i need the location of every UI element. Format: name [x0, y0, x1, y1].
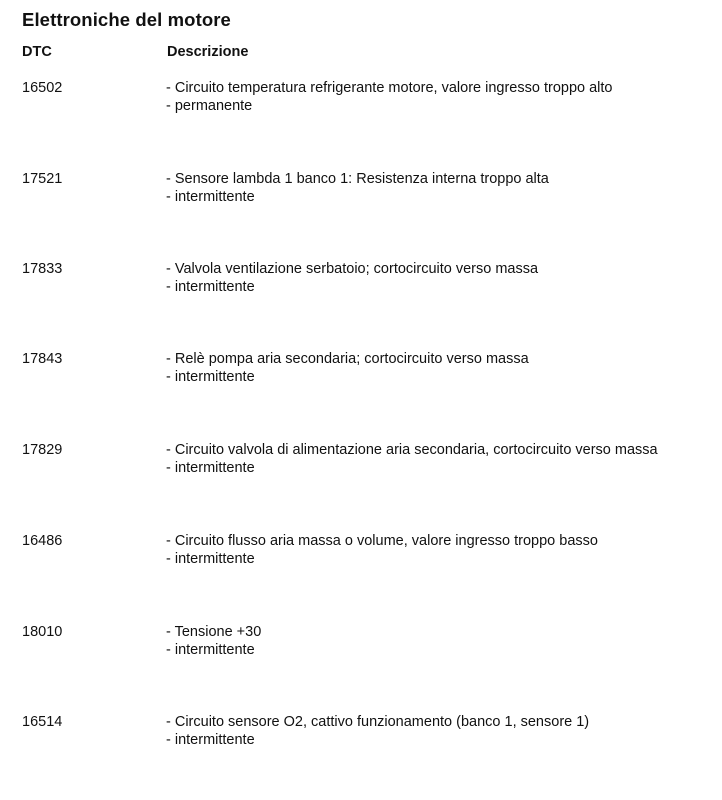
- dtc-row: [0, 170, 722, 210]
- column-header-description: Descrizione: [167, 44, 249, 60]
- dtc-description-line: - Relè pompa aria secondaria; cortocircuito verso massa: [166, 351, 529, 367]
- dtc-description: [166, 441, 658, 477]
- dtc-description: [166, 623, 261, 659]
- dtc-code: 17829: [22, 442, 63, 458]
- dtc-status: - intermittente: [166, 279, 255, 295]
- column-header-dtc: DTC: [22, 44, 52, 60]
- dtc-row: [0, 441, 722, 481]
- dtc-description: [166, 260, 538, 296]
- dtc-status: - intermittente: [166, 551, 255, 567]
- dtc-description: [166, 170, 549, 206]
- dtc-status: - intermittente: [166, 369, 255, 385]
- dtc-row: [0, 260, 722, 300]
- dtc-row: [0, 623, 722, 663]
- dtc-description-line: - Sensore lambda 1 banco 1: Resistenza interna troppo alta: [166, 171, 549, 187]
- dtc-row: [0, 713, 722, 753]
- dtc-description-line: - Circuito temperatura refrigerante motore, valore ingresso troppo alto: [166, 80, 613, 96]
- dtc-status: - intermittente: [166, 642, 255, 658]
- section-title: Elettroniche del motore: [22, 9, 231, 30]
- dtc-status: - intermittente: [166, 460, 255, 476]
- dtc-description: [166, 713, 589, 749]
- dtc-code: 16486: [22, 533, 63, 549]
- dtc-description: [166, 79, 612, 115]
- dtc-row: [0, 79, 722, 119]
- dtc-code: 16502: [22, 80, 63, 96]
- dtc-status: - intermittente: [166, 189, 255, 205]
- dtc-status: - permanente: [166, 98, 253, 114]
- dtc-description-line: - Tensione +30: [166, 624, 262, 640]
- dtc-description: [166, 350, 529, 386]
- dtc-code: 17843: [22, 351, 63, 367]
- dtc-row: [0, 532, 722, 572]
- dtc-code: 18010: [22, 624, 63, 640]
- dtc-code: 16514: [22, 714, 63, 730]
- dtc-description-line: - Circuito valvola di alimentazione aria secondaria, cortocircuito verso massa: [166, 442, 658, 458]
- dtc-description-line: - Circuito flusso aria massa o volume, valore ingresso troppo basso: [166, 533, 598, 549]
- dtc-row: [0, 350, 722, 390]
- dtc-code: 17521: [22, 171, 63, 187]
- dtc-description: [166, 532, 598, 568]
- dtc-description-line: - Valvola ventilazione serbatoio; cortocircuito verso massa: [166, 261, 539, 277]
- dtc-status: - intermittente: [166, 732, 255, 748]
- dtc-code: 17833: [22, 261, 63, 277]
- dtc-description-line: - Circuito sensore O2, cattivo funzionamento (banco 1, sensore 1): [166, 714, 590, 730]
